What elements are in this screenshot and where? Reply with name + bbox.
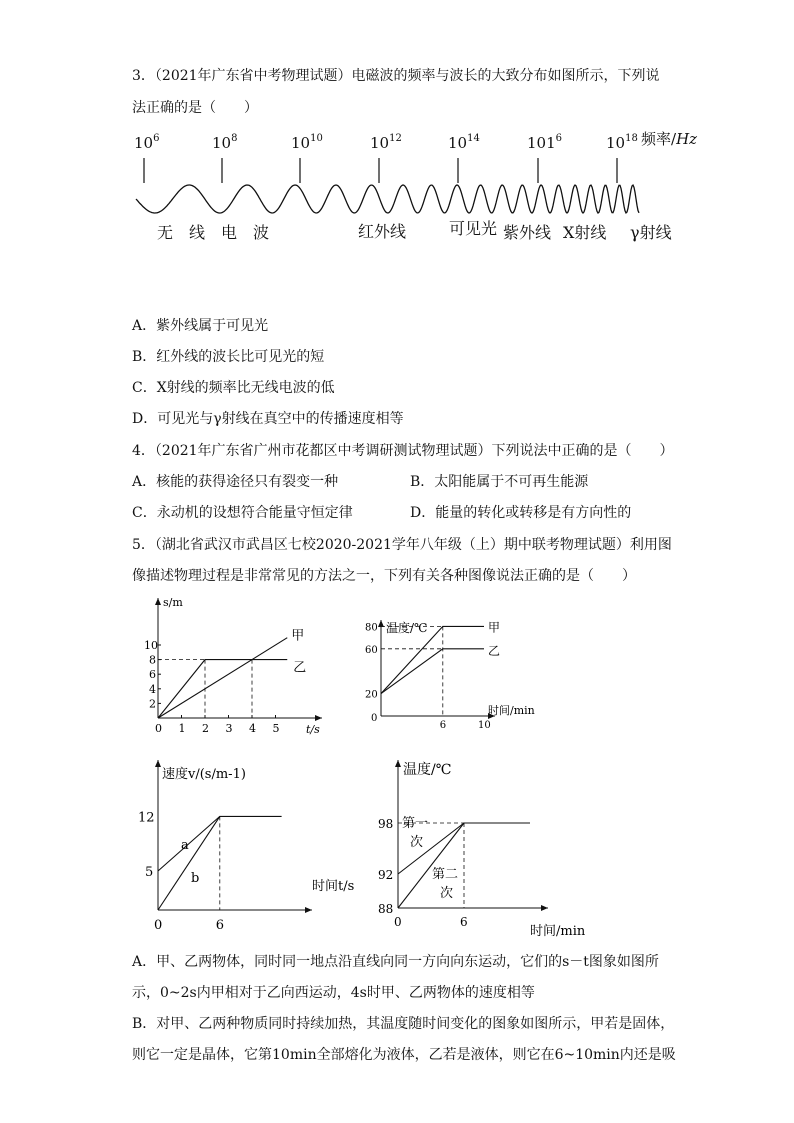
- y-tick-label: 5: [145, 865, 154, 880]
- y-tick-label: 88: [378, 902, 394, 916]
- x-tick-label: 1: [178, 722, 186, 735]
- x-tick-label: 6: [460, 915, 468, 929]
- series-jia-line: [381, 626, 484, 693]
- x-tick-label: 0: [154, 918, 163, 933]
- q5-option-b-line2: 则它一定是晶体，它第10min全部熔化为液体，乙若是液体，则它在6~10min内还是吸: [132, 1047, 676, 1063]
- y-axis-label: 温度/℃: [403, 762, 452, 778]
- q3-option-b: B．红外线的波长比可见光的短: [132, 349, 325, 365]
- y-tick-label: 20: [365, 689, 378, 701]
- freq-label-18: $10^{18}$: [606, 133, 638, 152]
- q3-option-a: A．紫外线属于可见光: [132, 318, 269, 334]
- freq-label-14: $10^{14}$: [448, 133, 480, 152]
- y-tick-label: 80: [365, 622, 378, 634]
- freq-label-16: $101^6$: [527, 133, 563, 152]
- freq-label-6: $10^6$: [134, 133, 160, 152]
- y-axis-label: s/m: [163, 596, 183, 609]
- spectrum-wave: [136, 185, 639, 213]
- y-axis-label: 速度v/(s/m-1): [162, 767, 246, 782]
- band-radio: 无 线 电 波: [157, 223, 270, 242]
- y-axis-arrow: [155, 760, 161, 767]
- series-label-b: b: [191, 871, 200, 886]
- series-label-yi: 乙: [293, 660, 307, 676]
- y-tick-label: 10: [144, 639, 158, 652]
- series-jia-line: [158, 638, 287, 718]
- q3-option-c: C．X射线的频率比无线电波的低: [132, 380, 335, 396]
- y-tick-label: 60: [365, 644, 378, 656]
- y-axis-arrow: [378, 620, 384, 627]
- y-axis-arrow: [155, 598, 161, 605]
- y-axis-label: 温度/℃: [386, 621, 428, 635]
- x-tick-label: 0: [371, 713, 378, 724]
- band-visible: 可见光: [449, 219, 498, 238]
- q5-option-a-line2: 示，0~2s内甲相对于乙向西运动，4s时甲、乙两物体的速度相等: [132, 985, 535, 1001]
- q4-option-b: B．太阳能属于不可再生能源: [410, 474, 589, 490]
- q4-stem: 4．（2021年广东省广州市花都区中考调研测试物理试题）下列说法中正确的是（ ）: [132, 443, 674, 459]
- q3-stem-line2: 法正确的是（ ）: [132, 100, 258, 116]
- x-tick-label: 6: [439, 720, 447, 731]
- x-axis-label: t/s: [306, 723, 320, 736]
- q4-option-a: A．核能的获得途径只有裂变一种: [132, 474, 339, 490]
- x-axis-arrow: [541, 905, 548, 911]
- x-axis-arrow: [315, 715, 322, 721]
- q5-option-b-line1: B．对甲、乙两种物质同时持续加热，其温度随时间变化的图象如图所示，甲若是固体，: [132, 1016, 675, 1032]
- series-label-second-1: 第二: [432, 867, 459, 882]
- x-tick-label: 0: [394, 915, 402, 929]
- em-spectrum-figure: [0, 126, 794, 266]
- x-axis-label: 时间t/s: [312, 879, 355, 894]
- freq-unit: 频率/Hz: [641, 130, 698, 148]
- q3-option-d: D．可见光与γ射线在真空中的传播速度相等: [132, 411, 404, 427]
- x-axis-label: 时间/min: [530, 924, 586, 939]
- series-label-a: a: [181, 838, 189, 853]
- x-axis-arrow: [305, 907, 312, 913]
- y-tick-label: 98: [378, 817, 394, 831]
- series-label-yi: 乙: [488, 643, 501, 658]
- freq-label-10: $10^{10}$: [291, 133, 323, 152]
- y-tick-label: 92: [378, 868, 394, 882]
- x-tick-label: 2: [202, 722, 209, 735]
- band-ultraviolet: 紫外线: [503, 223, 552, 242]
- x-tick-label: 0: [155, 722, 162, 735]
- freq-label-12: $10^{12}$: [370, 133, 402, 152]
- series-label-first-2: 次: [410, 835, 424, 850]
- q5-option-a-line1: A．甲、乙两物体，同时同一地点沿直线向同一方向向东运动，它们的s－t图象如图所: [132, 954, 659, 970]
- band-infrared: 红外线: [358, 222, 407, 241]
- series-label-jia: 甲: [488, 620, 501, 635]
- y-tick-label: 6: [149, 668, 156, 682]
- series-yi-line: [158, 660, 287, 718]
- band-xray: X射线: [563, 223, 607, 242]
- q3-stem-line1: 3．（2021年广东省中考物理试题）电磁波的频率与波长的大致分布如图所示，下列说: [132, 68, 660, 84]
- q4-option-c: C．永动机的设想符合能量守恒定律: [132, 505, 353, 521]
- series-second-line: [398, 823, 464, 908]
- band-gamma: γ射线: [630, 223, 672, 242]
- x-axis-label: 时间/min: [488, 704, 535, 717]
- y-tick-label: 8: [149, 653, 156, 667]
- series-label-second-2: 次: [440, 886, 454, 901]
- x-tick-label: 5: [272, 722, 280, 735]
- x-tick-label: 10: [478, 720, 491, 731]
- series-label-jia: 甲: [291, 628, 305, 644]
- series-yi-line: [381, 649, 484, 694]
- y-tick-label: 2: [149, 697, 156, 711]
- y-tick-label: 12: [138, 810, 155, 826]
- y-tick-label: 4: [149, 682, 156, 696]
- y-axis-arrow: [395, 760, 401, 767]
- freq-label-8: $10^8$: [212, 133, 238, 152]
- x-tick-label: 6: [215, 918, 225, 933]
- q5-stem-line2: 像描述物理过程是非常常见的方法之一，下列有关各种图像说法正确的是（ ）: [132, 568, 636, 584]
- series-label-first-1: 第一: [402, 816, 429, 831]
- q4-option-d: D．能量的转化或转移是有方向性的: [410, 505, 632, 521]
- q5-graphs-figure: [0, 590, 794, 940]
- x-tick-label: 4: [249, 722, 256, 735]
- x-tick-label: 3: [225, 722, 233, 735]
- q5-stem-line1: 5．（湖北省武汉市武昌区七校2020-2021学年八年级（上）期中联考物理试题）利用图: [132, 537, 672, 553]
